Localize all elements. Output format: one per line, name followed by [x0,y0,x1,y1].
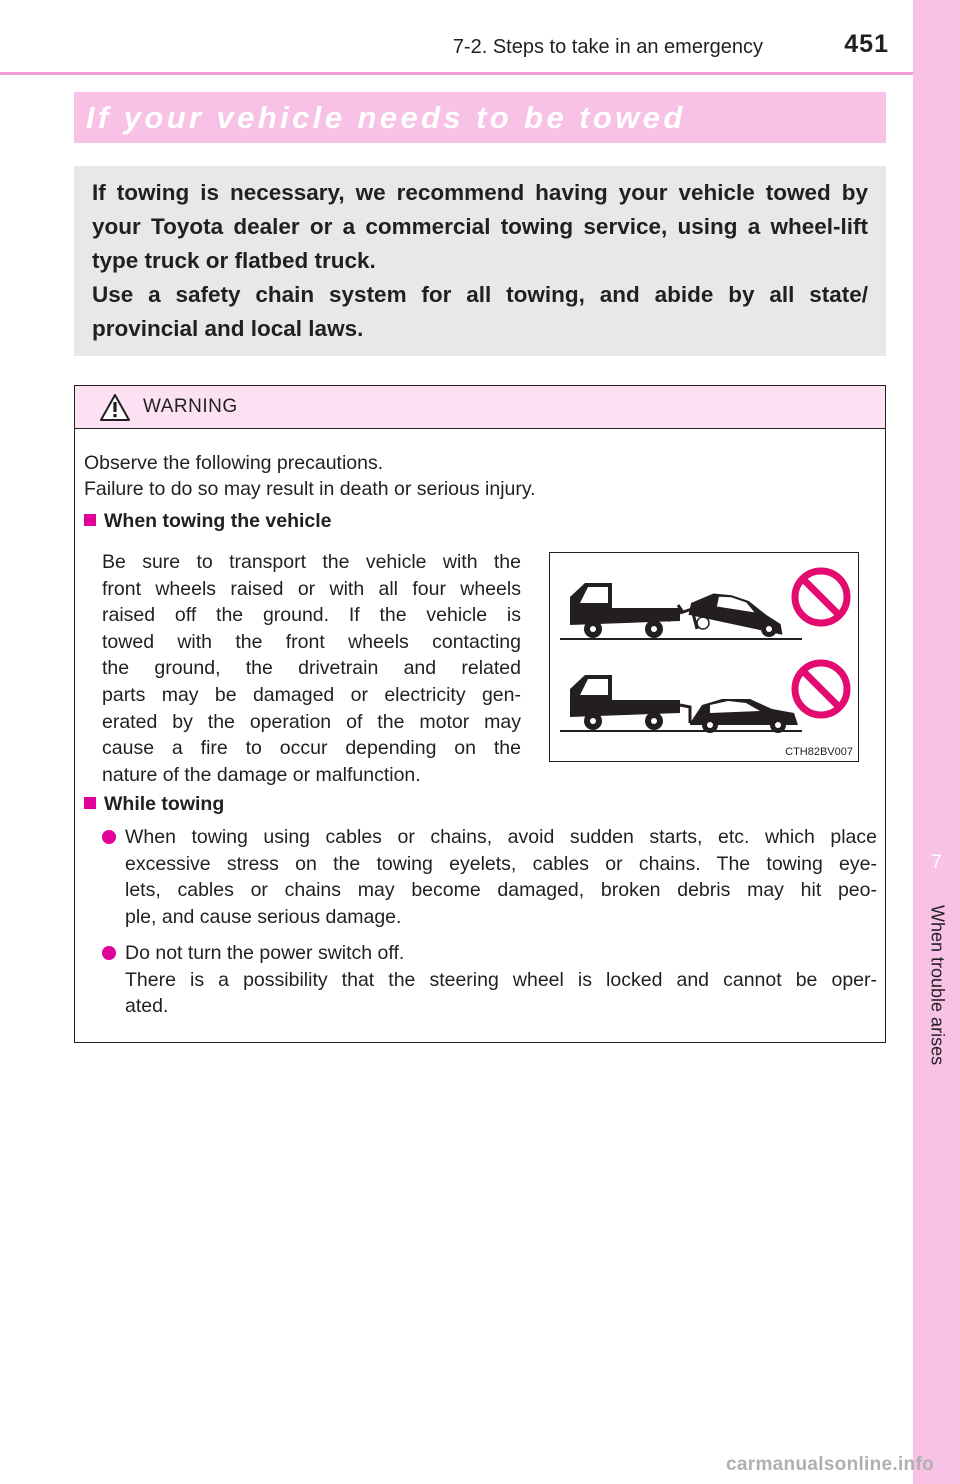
towing-line: towed with the front wheels contacting [102,630,521,653]
header-divider [0,72,913,75]
warning-intro-line-1: Observe the following precautions. [84,452,384,474]
subheading-when-towing-text: When towing the vehicle [104,510,332,532]
bullet-item-power-switch [102,940,877,1020]
circle-bullet-icon [102,830,116,844]
towing-line: raised off the ground. If the vehicle is [102,604,521,627]
warning-triangle-icon [100,394,130,421]
circle-bullet-icon [102,946,116,960]
warning-box [74,385,886,1043]
intro-paragraph-2: Use a safety chain system for all towing, and abide by all state/ provincial and local laws. [92,282,868,341]
bullet-line: When towing using cables or chains, avoid sudden starts, etc. which place [125,826,877,848]
page-number: 451 [844,30,889,58]
header-section-title: 7-2. Steps to take in an emergency [452,36,763,58]
bullet-line: lets, cables or chains may become damaged, broken debris may hit peo- [125,879,877,902]
bullet-line: There is a possibility that the steering wheel is locked and cannot be oper- [125,968,877,991]
square-bullet-icon [84,514,96,526]
towing-line: parts may be damaged or electricity gen- [102,683,521,706]
bullet-item-cables [102,824,877,930]
subheading-while-towing-text: While towing [104,793,225,815]
towing-paragraph [102,549,521,788]
bullet-line: ated. [125,995,169,1018]
towing-line: front wheels raised or with all four wheels [102,577,521,600]
section-title-bar [74,92,886,143]
square-bullet-icon [84,797,96,809]
warning-header [75,386,885,429]
warning-intro [84,450,876,502]
bullet-line: excessive stress on the towing eyelets, cables or chains. The towing eye- [125,852,877,875]
towing-line: the ground, the drivetrain and related [102,657,521,680]
prohibition-icon [795,571,847,623]
chapter-label: When trouble arises [927,905,948,1066]
subheading-while-towing [84,793,224,816]
towing-line: cause a fire to occur depending on the [102,737,521,760]
towing-line: Be sure to transport the vehicle with the [102,551,521,573]
tow-truck-top [560,583,802,639]
warning-title: WARNING [143,396,238,417]
warning-intro-line-2: Failure to do so may result in death or serious injury. [84,478,536,500]
intro-paragraph-1: If towing is necessary, we recommend having your vehicle towed by your Toyota dealer or a commercial towing service, using a wheel-lift type truck or flatbed truck. [92,180,868,273]
towing-line: nature of the damage or malfunction. [102,763,421,786]
prohibition-icon [795,663,847,715]
tow-truck-illustration [550,553,858,761]
bullet-line: Do not turn the power switch off. [125,942,405,964]
towing-line: erated by the operation of the motor may [102,710,521,733]
chapter-side-tab [913,0,960,1484]
section-title: If your vehicle needs to be towed [86,100,686,135]
tow-truck-bottom [560,675,802,733]
bullet-line: ple, and cause serious damage. [125,905,402,928]
intro-box [74,166,886,356]
figure-code: CTH82BV007 [785,746,853,758]
subheading-when-towing [84,510,332,533]
watermark: carmanualsonline.info [726,1454,934,1475]
chapter-label-container [910,905,960,1145]
chapter-number: 7 [931,852,942,873]
towing-illustration [549,552,859,762]
